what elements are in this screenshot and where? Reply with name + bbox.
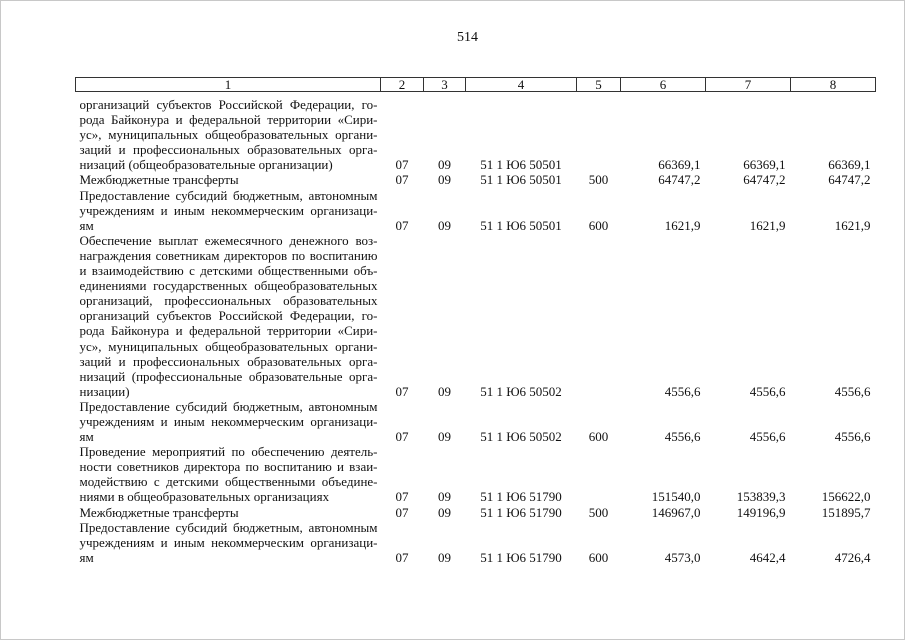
section-code: 07 xyxy=(395,549,409,565)
amount-year-3: 1621,9 xyxy=(834,217,871,233)
target-article-code: 51 1 Ю6 50502 xyxy=(480,383,562,399)
description-line: ус», муниципальных общеобразовательных органи- xyxy=(79,338,378,354)
header-col-6: 6 xyxy=(621,78,706,92)
amount-year-2: 4556,6 xyxy=(749,383,786,399)
description-line: ниями в общеобразовательных организациях xyxy=(79,489,330,505)
description-line: учреждениям и иным некоммерческим организаци- xyxy=(79,534,378,550)
row-description xyxy=(76,444,381,504)
table-row xyxy=(76,399,876,444)
amount-year-3: 4726,4 xyxy=(834,549,871,565)
description-line: единениями государственных общеобразовательных xyxy=(79,278,378,294)
description-line: ям xyxy=(79,429,94,445)
description-line: Межбюджетные трансферты xyxy=(79,504,239,520)
table-row xyxy=(76,444,876,504)
description-line: награждения советникам директоров по воспитанию xyxy=(79,247,378,263)
subsection-code: 09 xyxy=(438,172,451,188)
description-line: рода Байконура и федеральной территории «Сири- xyxy=(79,323,378,339)
amount-year-1: 66369,1 xyxy=(658,157,701,173)
section-code: 07 xyxy=(395,172,409,188)
target-article-code: 51 1 Ю6 50502 xyxy=(480,429,562,445)
description-line: низаций (общеобразовательные организации) xyxy=(79,157,333,173)
page-number: 514 xyxy=(457,30,478,45)
description-line: низации) xyxy=(79,383,130,399)
expense-type-code xyxy=(577,92,621,173)
subsection-code: 09 xyxy=(438,157,451,173)
section-code: 07 xyxy=(395,217,409,233)
description-line: ям xyxy=(79,549,94,565)
description-line: ности советников директора по воспитанию и взаи- xyxy=(79,459,378,475)
amount-year-1: 4573,0 xyxy=(664,549,701,565)
budget-table xyxy=(75,77,876,565)
header-col-5: 5 xyxy=(577,78,621,92)
target-article-code: 51 1 Ю6 51790 xyxy=(480,504,562,520)
description-line: организаций субъектов Российской Федерации, го- xyxy=(79,308,378,324)
amount-year-3: 151895,7 xyxy=(821,504,871,520)
amount-year-1: 4556,6 xyxy=(664,383,701,399)
amount-year-2: 64747,2 xyxy=(743,172,786,188)
section-code: 07 xyxy=(395,489,409,505)
section-code: 07 xyxy=(395,157,409,173)
row-description xyxy=(76,233,381,399)
description-line: Межбюджетные трансферты xyxy=(79,172,239,188)
table-row xyxy=(76,92,876,173)
target-article-code: 51 1 Ю6 51790 xyxy=(480,489,562,505)
expense-type-code: 500 xyxy=(588,504,609,520)
target-article-code: 51 1 Ю6 50501 xyxy=(480,157,562,173)
expense-type-code: 500 xyxy=(588,172,609,188)
description-line: низаций (профессиональные образовательные орга- xyxy=(79,368,378,384)
expense-type-code: 600 xyxy=(588,429,609,445)
table-row xyxy=(76,505,876,520)
amount-year-1: 151540,0 xyxy=(651,489,701,505)
description-line: и взаимодействию с детскими общественными объ- xyxy=(79,263,378,279)
subsection-code: 09 xyxy=(438,383,451,399)
subsection-code: 09 xyxy=(438,217,451,233)
description-line: Предоставление субсидий бюджетным, автономным xyxy=(79,519,378,535)
section-code: 07 xyxy=(395,504,409,520)
amount-year-3: 156622,0 xyxy=(821,489,871,505)
amount-year-2: 153839,3 xyxy=(736,489,786,505)
description-line: Обеспечение выплат ежемесячного денежного воз- xyxy=(79,232,378,248)
amount-year-1: 4556,6 xyxy=(664,429,701,445)
row-description xyxy=(76,172,381,187)
description-line: заций и профессиональных образовательных орга- xyxy=(79,142,378,158)
amount-year-1: 64747,2 xyxy=(658,172,701,188)
section-code: 07 xyxy=(395,429,409,445)
table-row xyxy=(76,172,876,187)
row-description xyxy=(76,399,381,444)
amount-year-2: 66369,1 xyxy=(743,157,786,173)
amount-year-2: 1621,9 xyxy=(749,217,786,233)
row-description xyxy=(76,505,381,520)
table-row xyxy=(76,233,876,399)
expense-type-code: 600 xyxy=(588,217,609,233)
header-row xyxy=(76,78,876,92)
header-col-7: 7 xyxy=(706,78,791,92)
amount-year-1: 1621,9 xyxy=(664,217,701,233)
section-code: 07 xyxy=(395,383,409,399)
description-line: заций и профессиональных образовательных орга- xyxy=(79,353,378,369)
description-line: Предоставление субсидий бюджетным, автономным xyxy=(79,398,378,414)
amount-year-3: 4556,6 xyxy=(834,383,871,399)
amount-year-2: 4556,6 xyxy=(749,429,786,445)
amount-year-3: 66369,1 xyxy=(828,157,871,173)
amount-year-2: 4642,4 xyxy=(749,549,786,565)
amount-year-1: 146967,0 xyxy=(651,504,701,520)
description-line: организаций субъектов Российской Федерации, го- xyxy=(79,97,378,112)
header-col-8: 8 xyxy=(791,78,876,92)
description-line: ус», муниципальных общеобразовательных органи- xyxy=(79,127,378,143)
target-article-code: 51 1 Ю6 51790 xyxy=(480,549,562,565)
description-line: организаций, профессиональных образовательных xyxy=(79,293,378,309)
amount-year-3: 64747,2 xyxy=(828,172,871,188)
subsection-code: 09 xyxy=(438,489,451,505)
description-line: рода Байконура и федеральной территории «Сири- xyxy=(79,112,378,128)
header-col-1: 1 xyxy=(76,78,381,92)
expense-type-code xyxy=(577,444,621,504)
expense-type-code xyxy=(577,233,621,399)
description-line: Предоставление субсидий бюджетным, автономным xyxy=(79,187,378,203)
header-col-4: 4 xyxy=(466,78,577,92)
table-row xyxy=(76,188,876,233)
table-row xyxy=(76,520,876,565)
description-line: учреждениям и иным некоммерческим организаци- xyxy=(79,413,378,429)
row-description xyxy=(76,92,381,173)
header-col-3: 3 xyxy=(424,78,466,92)
subsection-code: 09 xyxy=(438,549,451,565)
header-col-2: 2 xyxy=(381,78,424,92)
target-article-code: 51 1 Ю6 50501 xyxy=(480,172,562,188)
subsection-code: 09 xyxy=(438,429,451,445)
subsection-code: 09 xyxy=(438,504,451,520)
target-article-code: 51 1 Ю6 50501 xyxy=(480,217,562,233)
amount-year-2: 149196,9 xyxy=(736,504,786,520)
description-line: Проведение мероприятий по обеспечению деятель- xyxy=(79,444,378,460)
expense-type-code: 600 xyxy=(588,549,609,565)
description-line: учреждениям и иным некоммерческим организаци- xyxy=(79,202,378,218)
amount-year-3: 4556,6 xyxy=(834,429,871,445)
row-description xyxy=(76,188,381,233)
description-line: ям xyxy=(79,217,94,233)
row-description xyxy=(76,520,381,565)
description-line: модействию с детскими общественными объедине- xyxy=(79,474,378,490)
